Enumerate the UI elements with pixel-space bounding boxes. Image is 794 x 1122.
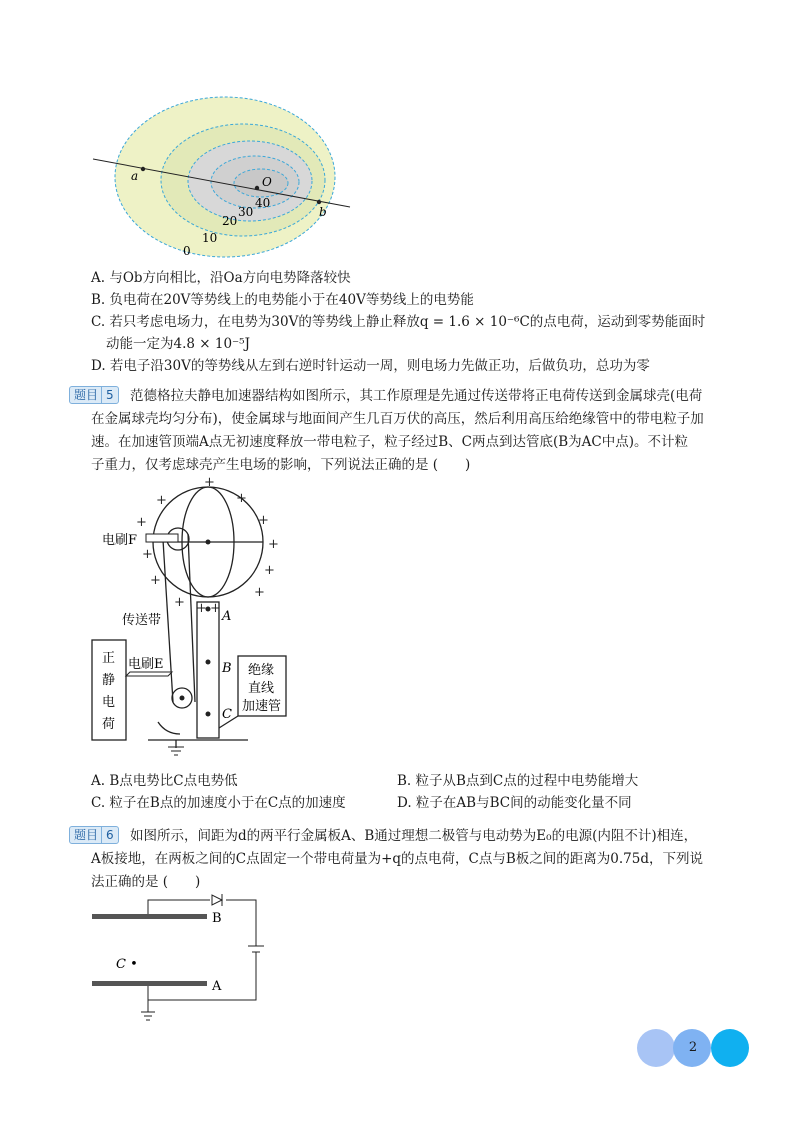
svg-text:+: + xyxy=(156,493,167,508)
point-b-label: B xyxy=(222,661,232,676)
label-20: 20 xyxy=(222,214,238,228)
tube-box-line-2: 直线 xyxy=(248,681,275,696)
q5-stem-line-4: 子重力，仅考虑球壳产生电场的影响，下列说法正确的是 ( ) xyxy=(91,457,471,473)
point-a-label: A xyxy=(222,609,232,624)
svg-text:+: + xyxy=(254,585,265,600)
svg-text:+: + xyxy=(236,491,247,506)
ground-icon xyxy=(166,745,186,759)
svg-text:+: + xyxy=(258,513,269,528)
equipotential-figure xyxy=(85,95,365,270)
q5-stem-line-1: 范德格拉夫静电加速器结构如图所示，其工作原理是先通过传送带将正电荷传送到金属球壳(电荷 xyxy=(130,388,703,404)
q5-option-b: B. 粒子从B点到C点的过程中电势能增大 xyxy=(397,773,639,789)
q6-tag-label: 题目 xyxy=(74,828,99,842)
q4-option-b: B. 负电荷在20V等势线上的电势能小于在40V等势线上的电势能 xyxy=(91,292,474,308)
tube-box-line-3: 加速管 xyxy=(242,699,282,714)
q4-option-a: A. 与Ob方向相比，沿Oa方向电势降落较快 xyxy=(91,270,351,286)
plate-b-label: B xyxy=(212,911,222,926)
label-30: 30 xyxy=(238,205,254,219)
label-0: 0 xyxy=(183,244,191,258)
q5-option-a: A. B点电势比C点电势低 xyxy=(91,773,238,789)
q4-option-c-cont: 动能一定为4.8 × 10⁻⁵J xyxy=(106,336,250,352)
van-de-graaff-figure xyxy=(88,472,298,750)
svg-text:+: + xyxy=(204,475,215,490)
svg-text:+: + xyxy=(268,537,279,552)
svg-text:+: + xyxy=(136,515,147,530)
q5-stem-line-2: 在金属球壳均匀分布)，使金属球与地面间产生几百万伏的高压，然后利用高压给绝缘管中的带电粒子加 xyxy=(91,411,704,427)
svg-text:+: + xyxy=(150,573,161,588)
charge-box-line-3: 电 xyxy=(102,695,116,710)
q6-tag xyxy=(69,826,123,844)
charge-box-line-1: 正 xyxy=(102,651,116,666)
q5-option-c: C. 粒子在B点的加速度小于在C点的加速度 xyxy=(91,795,346,811)
svg-text:+: + xyxy=(210,601,221,616)
point-c-label: C • xyxy=(116,957,138,972)
q6-number: 6 xyxy=(101,827,114,843)
q6-stem-line-1: 如图所示，间距为d的两平行金属板A、B通过理想二极管与电动势为E₀的电源(内阻不计)相连， xyxy=(130,828,698,844)
plate-a-label: A xyxy=(212,979,222,994)
label-o: O xyxy=(262,175,272,189)
q5-stem-line-3: 速。在加速管顶端A点无初速度释放一带电粒子，粒子经过B、C两点到达管底(B为AC中点)。不计粒 xyxy=(91,434,689,450)
svg-text:+: + xyxy=(174,595,185,610)
q4-option-c: C. 若只考虑电场力，在电势为30V的等势线上静止释放q = 1.6 × 10⁻⁶C的点电荷，运动到零势能面时 xyxy=(91,314,706,330)
q5-tag-label: 题目 xyxy=(74,388,99,402)
charge-box-line-2: 静 xyxy=(102,673,116,688)
brush-f-label: 电刷F xyxy=(102,533,138,548)
label-b: b xyxy=(319,205,327,219)
svg-text:+: + xyxy=(142,547,153,562)
q6-stem-line-3: 法正确的是 ( ) xyxy=(91,874,201,890)
svg-text:+: + xyxy=(196,601,207,616)
q5-tag xyxy=(69,386,123,404)
page-number: 2 xyxy=(688,1040,698,1055)
label-a: a xyxy=(131,169,139,183)
brush-e-label: 电刷E xyxy=(128,657,164,672)
label-40: 40 xyxy=(255,196,271,210)
charge-box-line-4: 荷 xyxy=(102,717,116,732)
parallel-plates-figure xyxy=(88,888,278,1023)
svg-text:+: + xyxy=(264,563,275,578)
belt-label: 传送带 xyxy=(122,613,162,628)
q4-option-d: D. 若电子沿30V的等势线从左到右逆时针运动一周，则电场力先做正功，后做负功，总功为零 xyxy=(91,358,650,374)
q5-option-d: D. 粒子在AB与BC间的动能变化量不同 xyxy=(397,795,632,811)
point-c-label: C xyxy=(222,707,232,722)
tube-box-line-1: 绝缘 xyxy=(248,663,275,678)
label-10: 10 xyxy=(202,231,218,245)
q5-number: 5 xyxy=(101,387,114,403)
q6-stem-line-2: A板接地，在两板之间的C点固定一个带电荷量为+q的点电荷，C点与B板之间的距离为0.75d，下列说 xyxy=(91,851,703,867)
